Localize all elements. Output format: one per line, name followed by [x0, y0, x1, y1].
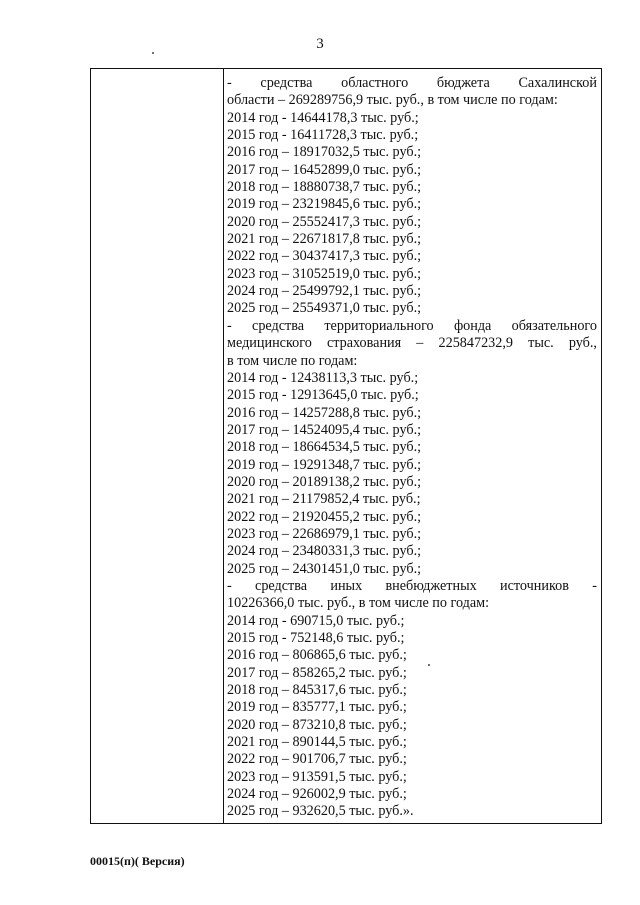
word: - [227, 75, 232, 91]
insurance-fund-year: 2017 год – 14524095,4 тыс. руб.; [227, 421, 422, 438]
word: фонда [453, 317, 492, 334]
insurance-fund-year: 2023 год – 22686979,1 тыс. руб.; [227, 525, 422, 542]
regional-budget-year: 2021 год – 22671817,8 тыс. руб.; [227, 231, 422, 248]
regional-budget-year: 2020 год – 25552417,3 тыс. руб.; [227, 213, 422, 230]
word: руб., [568, 335, 597, 352]
other-sources-year: 2016 год – 806865,6 тыс. руб.; [227, 647, 407, 664]
word: территориального [324, 317, 434, 334]
insurance-fund-year: 2025 год – 24301451,0 тыс. руб.; [227, 560, 422, 577]
funding-table [90, 68, 602, 824]
other-sources-year: 2025 год – 932620,5 тыс. руб.». [227, 803, 414, 820]
word: средства [260, 75, 313, 91]
word: медицинского [227, 335, 312, 352]
insurance-fund-total [227, 335, 597, 352]
insurance-fund-year: 2014 год - 12438113,3 тыс. руб.; [227, 369, 419, 386]
regional-budget-year: 2015 год - 16411728,3 тыс. руб.; [227, 127, 419, 144]
other-sources-year: 2021 год – 890144,5 тыс. руб.; [227, 734, 407, 751]
other-sources-year: 2017 год – 858265,2 тыс. руб.; [227, 664, 407, 681]
word: средства [255, 577, 308, 594]
word: - [227, 317, 232, 334]
word: 225847232,9 [438, 335, 513, 352]
insurance-fund-year: 2015 год - 12913645,0 тыс. руб.; [227, 387, 419, 404]
other-sources-year: 2023 год – 913591,5 тыс. руб.; [227, 768, 407, 785]
word: - [592, 577, 597, 594]
insurance-fund-year: 2016 год – 14257288,8 тыс. руб.; [227, 404, 422, 421]
scan-speck [152, 52, 154, 54]
regional-budget-year: 2024 год – 25499792,1 тыс. руб.; [227, 283, 422, 300]
regional-budget-year: 2014 год - 14644178,3 тыс. руб.; [227, 109, 419, 126]
other-sources-year: 2020 год – 873210,8 тыс. руб.; [227, 716, 407, 733]
word: тыс. [528, 335, 554, 352]
insurance-fund-year: 2024 год – 23480331,3 тыс. руб.; [227, 543, 422, 560]
regional-budget-header [227, 75, 597, 92]
insurance-fund-year: 2020 год – 20189138,2 тыс. руб.; [227, 473, 422, 490]
insurance-fund-header [227, 318, 597, 335]
other-sources-year: 2015 год - 752148,6 тыс. руб.; [227, 630, 405, 646]
regional-budget-year: 2016 год – 18917032,5 тыс. руб.; [227, 144, 422, 161]
insurance-fund-by-years: в том числе по годам: [227, 352, 358, 369]
word: источников [500, 577, 569, 594]
word: - [227, 577, 232, 594]
regional-budget-year: 2018 год – 18880738,7 тыс. руб.; [227, 179, 422, 196]
word: иных [330, 577, 363, 594]
other-sources-year: 2014 год - 690715,0 тыс. руб.; [227, 612, 405, 629]
regional-budget-year: 2023 год – 31052519,0 тыс. руб.; [227, 265, 422, 282]
other-sources-year: 2018 год – 845317,6 тыс. руб.; [227, 682, 407, 699]
word: обязательного [511, 317, 597, 334]
word: Сахалинской [518, 75, 597, 91]
word: бюджета [436, 75, 490, 91]
other-sources-year: 2024 год – 926002,9 тыс. руб.; [227, 786, 407, 803]
insurance-fund-year: 2019 год – 19291348,7 тыс. руб.; [227, 456, 422, 473]
document-footer: 00015(п)( Версия) [90, 854, 185, 868]
regional-budget-year: 2017 год – 16452899,0 тыс. руб.; [227, 161, 422, 178]
regional-budget-year: 2019 год – 23219845,6 тыс. руб.; [227, 196, 422, 213]
word: – [416, 335, 424, 352]
word: внебюджетных [385, 577, 477, 594]
word: страхования [326, 335, 402, 352]
insurance-fund-year: 2022 год – 21920455,2 тыс. руб.; [227, 508, 422, 525]
funding-sources-cell [227, 75, 597, 821]
regional-budget-total: области – 269289756,9 тыс. руб., в том числе по годам: [227, 92, 558, 109]
insurance-fund-year: 2018 год – 18664534,5 тыс. руб.; [227, 439, 422, 456]
regional-budget-year: 2025 год – 25549371,0 тыс. руб.; [227, 300, 422, 317]
other-sources-header [227, 578, 597, 595]
word: средства [252, 317, 305, 334]
word: областного [341, 75, 409, 91]
regional-budget-year: 2022 год – 30437417,3 тыс. руб.; [227, 248, 422, 265]
column-divider [223, 69, 224, 823]
insurance-fund-year: 2021 год – 21179852,4 тыс. руб.; [227, 491, 421, 508]
other-sources-total: 10226366,0 тыс. руб., в том числе по годам: [227, 595, 490, 612]
other-sources-year: 2019 год – 835777,1 тыс. руб.; [227, 699, 407, 716]
other-sources-year: 2022 год – 901706,7 тыс. руб.; [227, 751, 407, 768]
page-number: 3 [316, 36, 324, 52]
